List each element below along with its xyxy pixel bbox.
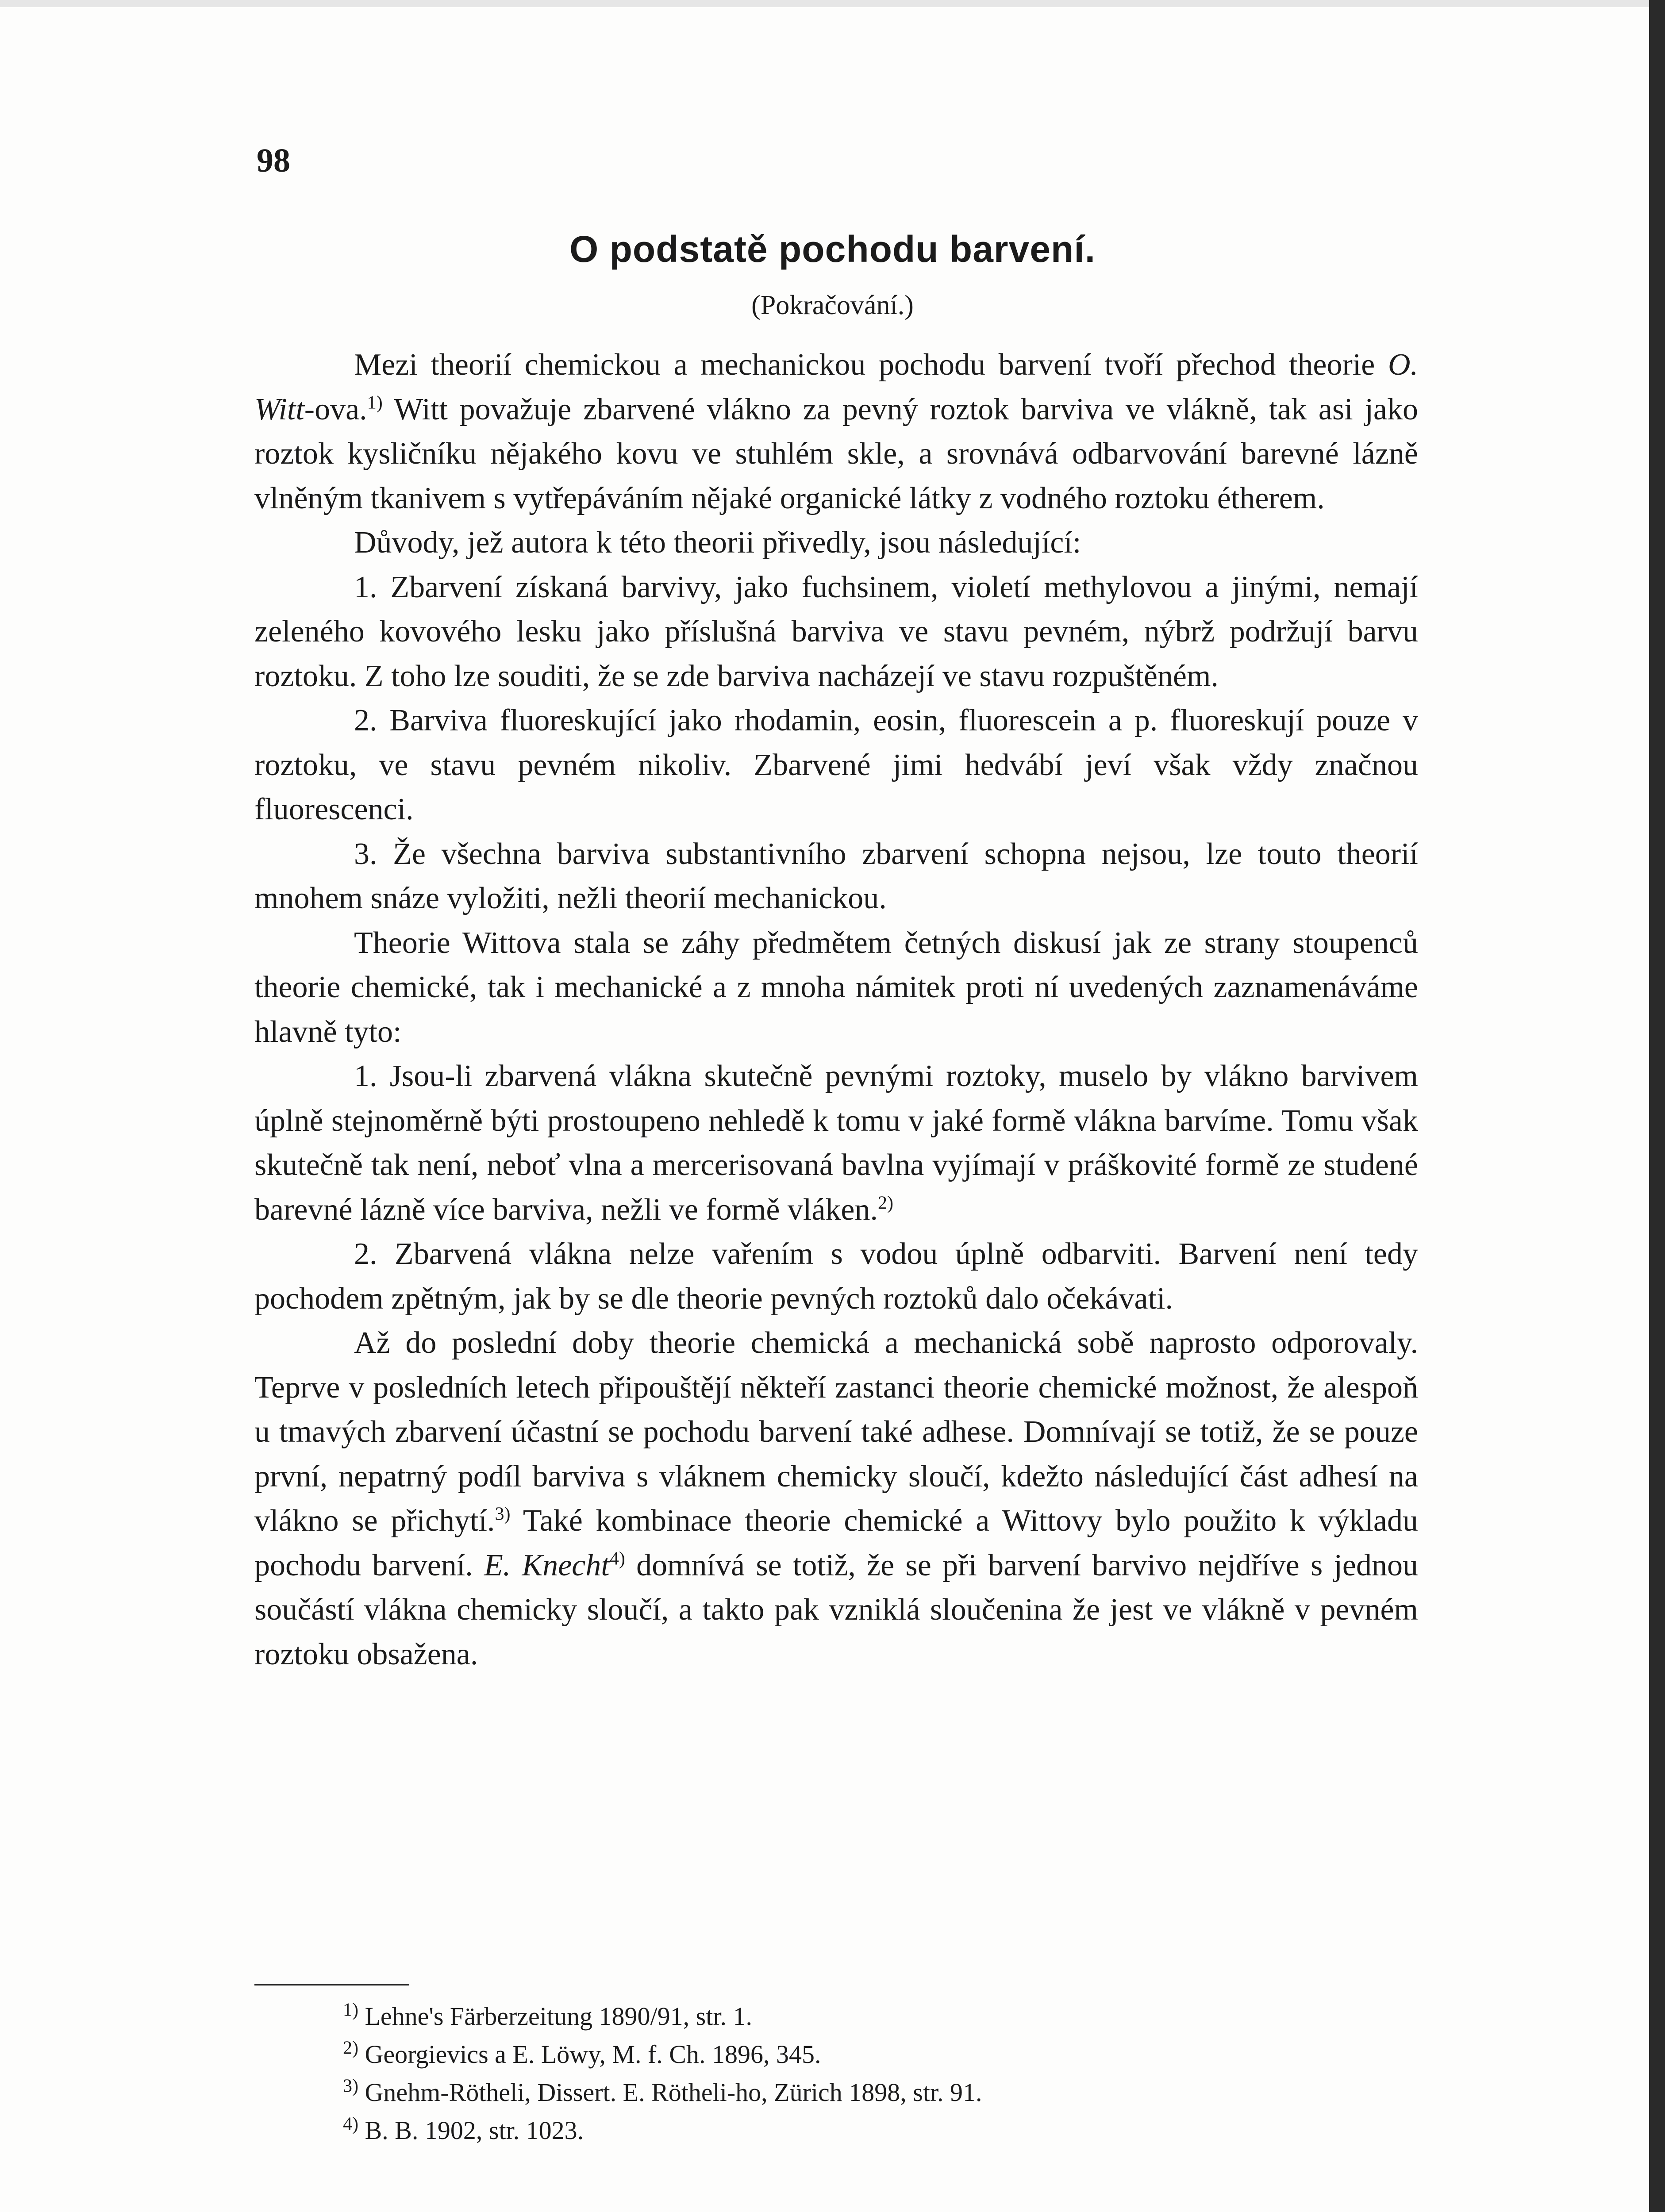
article-title: O podstatě pochodu barvení. xyxy=(569,228,1096,270)
page-number: 98 xyxy=(257,142,290,179)
footnote-mark: 4) xyxy=(343,2114,358,2135)
paragraph-text: Mezi theorií chemickou a mechanickou pochodu barvení tvoří přechod theorie xyxy=(354,348,1388,382)
article-subtitle: (Pokračování.) xyxy=(751,290,914,320)
article-body xyxy=(254,343,1418,1677)
footnote-text: Gnehm-Rötheli, Dissert. E. Rötheli-ho, Zürich 1898, str. 91. xyxy=(365,2078,982,2107)
scan-top-edge xyxy=(0,0,1665,7)
author-name: O. Witt xyxy=(254,348,1418,426)
paragraph-7 xyxy=(254,1054,1418,1232)
author-name: E. Knecht xyxy=(484,1548,610,1582)
paragraph-text: 1. Jsou-li zbarvená vlákna skutečně pevnými roztoky, muselo by vlákno barvivem úplně stejnoměrně býti prostoupeno nehledě k tomu v jaké formě vlákna barvíme. Tomu však skutečně tak není, neboť vlna a mercerisovaná bavlna vyjímají v práškovité formě ze studené barevné lázně více barviva, nežli ve formě vláken. xyxy=(254,1059,1418,1227)
footnote xyxy=(343,2035,982,2074)
footnote-mark: 1) xyxy=(343,2000,358,2020)
footnote-ref: 2) xyxy=(878,1193,893,1214)
paragraph-2: Důvody, jež autora k této theorii přivedly, jsou následující: xyxy=(354,526,1081,560)
paragraph-3: 1. Zbarvení získaná barvivy, jako fuchsinem, violetí methylovou a jinými, nemají zeleného kovového lesku jako příslušná barviva ve stavu pevném, nýbrž podržují barvu roztoku. Z toho lze souditi, že se zde barviva nacházejí ve stavu rozpuštěném. xyxy=(254,570,1418,693)
footnote xyxy=(343,2112,982,2150)
footnote-ref: 3) xyxy=(495,1504,511,1525)
footnote-separator xyxy=(254,1984,409,1985)
footnote-text: B. B. 1902, str. 1023. xyxy=(365,2116,584,2145)
paragraph-text: domnívá se totiž, že se při barvení barvivo nejdříve s jednou součástí vlákna chemicky sloučí, a takto pak vzniklá sloučenina že jest ve vlákně v pevném roztoku obsažena. xyxy=(254,1548,1419,1671)
footnote-text: Georgievics a E. Löwy, M. f. Ch. 1896, 345. xyxy=(365,2040,821,2069)
footnote-ref: 4) xyxy=(609,1548,625,1569)
paragraph-6: Theorie Wittova stala se záhy předmětem četných diskusí jak ze strany stoupenců theorie chemické, tak i mechanické a z mnoha námitek proti ní uvedených zaznamenáváme hlavně tyto: xyxy=(254,926,1418,1049)
paragraph-1 xyxy=(254,343,1418,521)
paragraph-4: 2. Barviva fluoreskující jako rhodamin, eosin, fluorescein a p. fluoreskují pouze v roztoku, ve stavu pevném nikoliv. Zbarvené jimi hedvábí jeví však vždy značnou fluorescenci. xyxy=(254,703,1418,826)
footnote-mark: 3) xyxy=(343,2076,358,2097)
footnotes xyxy=(343,1997,982,2150)
footnote-ref: 1) xyxy=(367,392,383,413)
paragraph-9 xyxy=(254,1321,1418,1677)
footnote xyxy=(343,2074,982,2112)
paragraph-text: -ova. xyxy=(304,392,367,426)
paragraph-text: Witt považuje zbarvené vlákno za pevný roztok barviva ve vlákně, tak asi jako roztok kysličníku nějakého kovu ve stuhlém skle, a srovnává odbarvování barevné lázně vlněným tkanivem s vytřepáváním nějaké organické látky z vodného roztoku étherem. xyxy=(254,392,1418,515)
footnote-text: Lehne's Färberzeitung 1890/91, str. 1. xyxy=(365,2002,752,2031)
footnote xyxy=(343,1997,982,2035)
paragraph-text: Až do poslední doby theorie chemická a mechanická sobě naprosto odporovaly. Teprve v posledních letech připouštějí někteří zastanci theorie chemické možnost, že alespoň u tmavých zbarvení účastní se pochodu barvení také adhese. Domnívají se totiž, že se pouze první, nepatrný podíl barviva s vláknem chemicky sloučí, kdežto následující část adhesí na vlákno se přichytí. xyxy=(254,1326,1418,1538)
paragraph-5: 3. Že všechna barviva substantivního zbarvení schopna nejsou, lze touto theorií mnohem snáze vyložiti, nežli theorií mechanickou. xyxy=(254,837,1418,915)
footnote-mark: 2) xyxy=(343,2038,358,2058)
scan-right-edge xyxy=(1649,0,1665,2212)
paragraph-8: 2. Zbarvená vlákna nelze vařením s vodou úplně odbarviti. Barvení není tedy pochodem zpětným, jak by se dle theorie pevných roztoků dalo očekávati. xyxy=(254,1237,1418,1316)
paragraph-text: Také kombinace theorie chemické a Wittovy bylo použito k výkladu pochodu barvení. xyxy=(254,1504,1419,1582)
